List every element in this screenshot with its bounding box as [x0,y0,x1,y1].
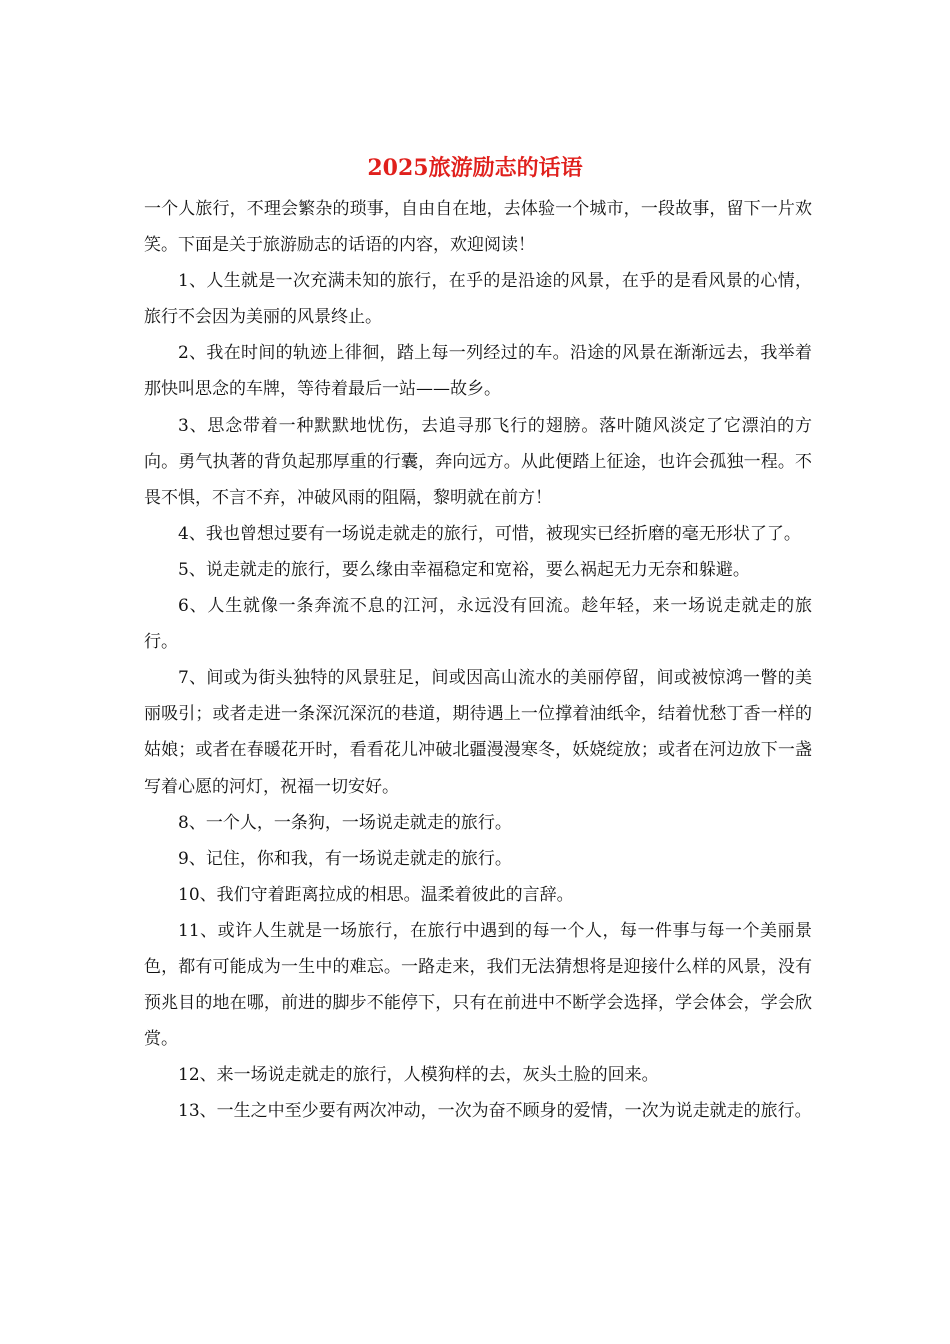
quote-item-13: 13、一生之中至少要有两次冲动，一次为奋不顾身的爱情，一次为说走就走的旅行。 [178,1101,812,1122]
quote-item-6: 6、人生就像一条奔流不息的江河，永远没有回流。趁年轻，来一场说走就走的旅行。 [144,596,812,653]
quote-item-1: 1、人生就是一次充满未知的旅行，在乎的是沿途的风景，在乎的是看风景的心情，旅行不会因为美丽的风景终止。 [144,271,812,328]
quote-item-4: 4、我也曾想过要有一场说走就走的旅行，可惜，被现实已经折磨的毫无形状了了。 [178,523,801,544]
intro-paragraph: 一个人旅行，不理会繁杂的琐事，自由自在地，去体验一个城市，一段故事，留下一片欢笑。下面是关于旅游励志的话语的内容，欢迎阅读！ [144,199,812,256]
quote-item-9: 9、记住，你和我，有一场说走就走的旅行。 [178,848,512,869]
document-body [144,191,812,1129]
quote-item-7: 7、间或为街头独特的风景驻足，间或因高山流水的美丽停留，间或被惊鸿一瞥的美丽吸引；或者走进一条深沉深沉的巷道，期待遇上一位撑着油纸伞，结着忧愁丁香一样的姑娘；或者在春暖花开时，看看花儿冲破北疆漫漫寒冬，妖娆绽放；或者在河边放下一盏写着心愿的河灯，祝福一切安好。 [144,668,812,797]
quote-item-5: 5、说走就走的旅行，要么缘由幸福稳定和宽裕，要么祸起无力无奈和躲避。 [178,559,750,580]
quote-item-8: 8、一个人，一条狗，一场说走就走的旅行。 [178,812,512,833]
document-title: 2025旅游励志的话语 [367,155,583,181]
quote-item-2: 2、我在时间的轨迹上徘徊，踏上每一列经过的车。沿途的风景在渐渐远去，我举着那快叫思念的车牌，等待着最后一站——故乡。 [144,343,812,400]
quote-item-11: 11、或许人生就是一场旅行，在旅行中遇到的每一个人，每一件事与每一个美丽景色，都有可能成为一生中的难忘。一路走来，我们无法猜想将是迎接什么样的风景，没有预兆目的地在哪，前进的脚步不能停下，只有在前进中不断学会选择，学会体会，学会欣赏。 [144,920,812,1050]
quote-item-3: 3、思念带着一种默默地忧伤，去追寻那飞行的翅膀。落叶随风淡定了它漂泊的方向。勇气执著的背负起那厚重的行囊，奔向远方。从此便踏上征途，也许会孤独一程。不畏不惧，不言不弃，冲破风雨的阻隔，黎明就在前方！ [144,415,812,508]
quote-item-10: 10、我们守着距离拉成的相思。温柔着彼此的言辞。 [178,884,574,905]
quote-item-12: 12、来一场说走就走的旅行，人模狗样的去，灰头土脸的回来。 [178,1065,659,1086]
